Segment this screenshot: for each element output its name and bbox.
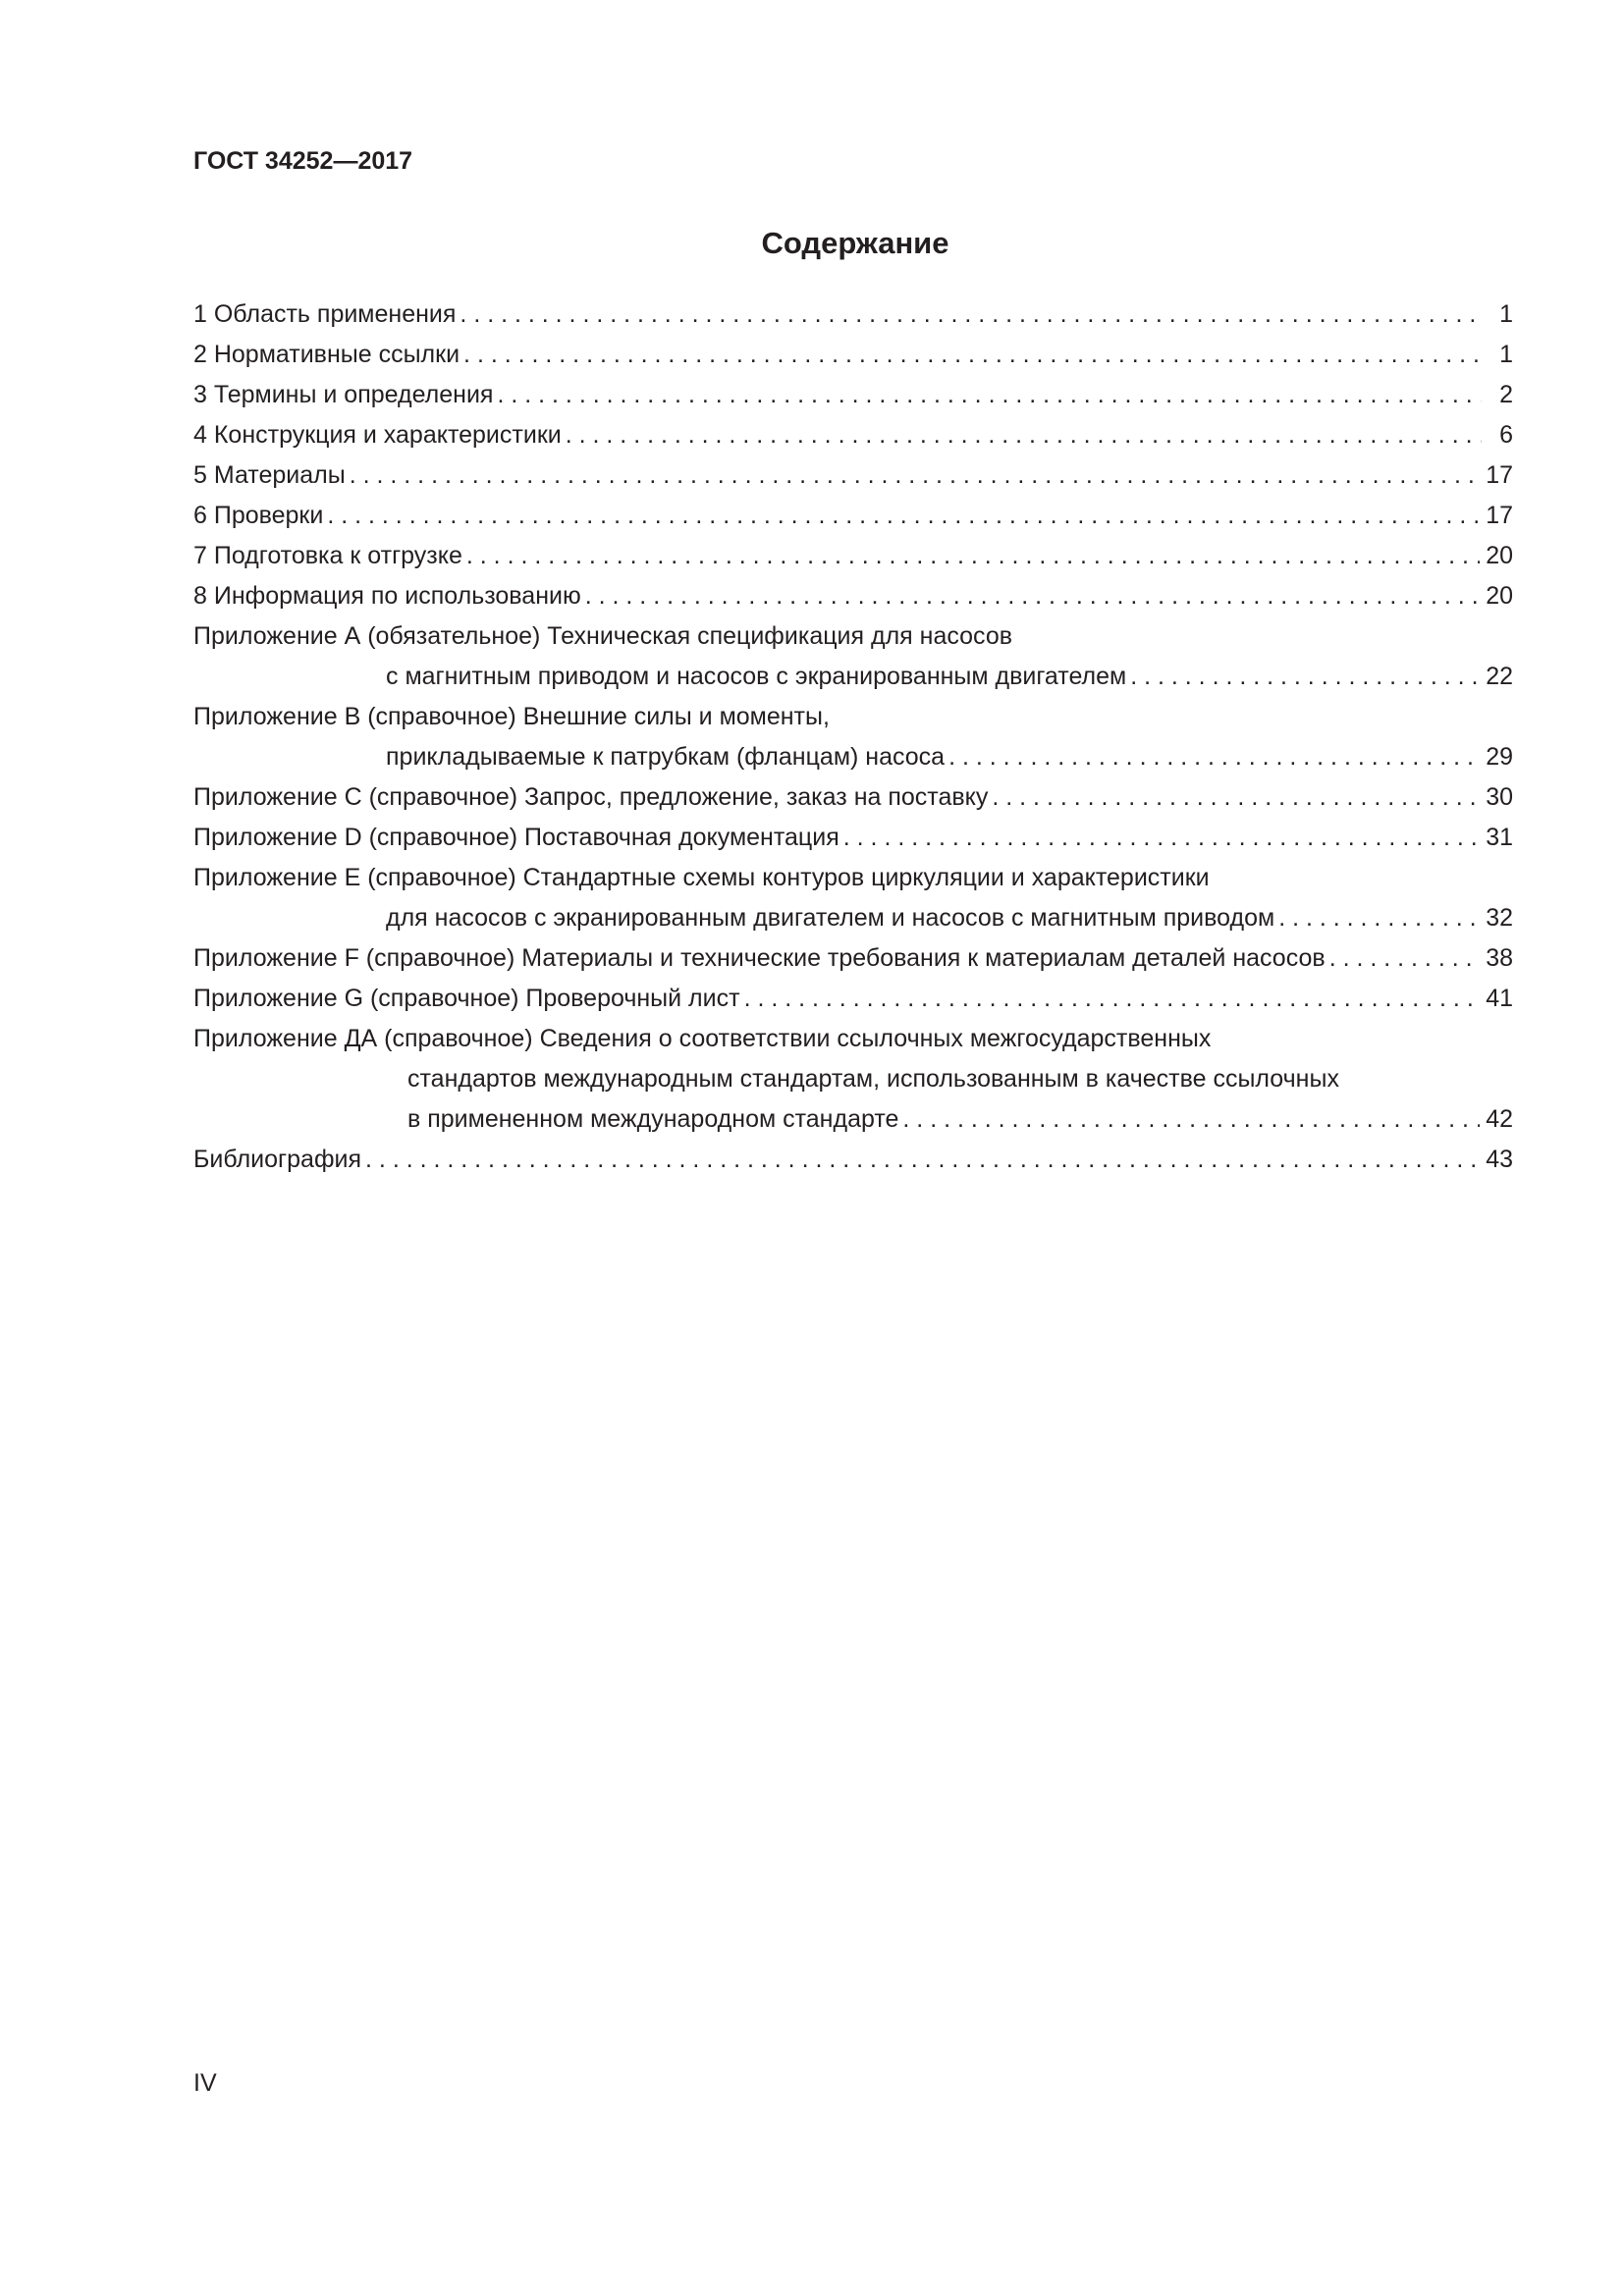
toc-entry-label-continued: прикладываемые к патрубкам (фланцам) насоса xyxy=(386,743,946,771)
dot-leader xyxy=(365,1140,1480,1180)
toc-title-text: Содержание xyxy=(761,226,949,260)
toc-entry-shipment[interactable] xyxy=(193,536,1513,576)
toc-entry-label: 1 Область применения xyxy=(193,300,457,328)
toc-entry-label-continued: стандартов международным стандартам, использованным в качестве ссылочных xyxy=(407,1065,1339,1093)
dot-leader xyxy=(948,737,1480,777)
toc-entry-label: Библиография xyxy=(193,1146,362,1173)
toc-entry-label: Приложение С (справочное) Запрос, предложение, заказ на поставку xyxy=(193,783,989,811)
page-number: IV xyxy=(193,2069,217,2097)
toc-entry-label-continued: для насосов с экранированным двигателем и насосов с магнитным приводом xyxy=(386,904,1275,932)
dot-leader xyxy=(463,335,1482,375)
dot-leader xyxy=(1130,657,1480,697)
toc-entry-label: 2 Нормативные ссылки xyxy=(193,341,460,368)
toc-entry-page: 30 xyxy=(1486,783,1513,811)
toc-entry-annex-c[interactable] xyxy=(193,777,1513,818)
toc-entry-normative-references[interactable] xyxy=(193,335,1513,375)
toc-entry-page: 22 xyxy=(1486,663,1513,690)
toc-entry-inspections[interactable] xyxy=(193,496,1513,536)
dot-leader xyxy=(566,415,1482,455)
toc-entry-label: Приложение F (справочное) Материалы и технические требования к материалам деталей насосов xyxy=(193,944,1326,972)
toc-entry-annex-b[interactable] xyxy=(193,697,1513,777)
dot-leader xyxy=(1278,898,1480,938)
dot-leader xyxy=(350,455,1480,496)
toc-entry-label: 4 Конструкция и характеристики xyxy=(193,421,562,449)
toc-entry-page: 43 xyxy=(1486,1146,1513,1173)
dot-leader xyxy=(992,777,1480,818)
toc-entry-usage-info[interactable] xyxy=(193,576,1513,616)
toc-entry-page: 20 xyxy=(1486,542,1513,569)
toc-entry-page: 6 xyxy=(1499,421,1513,449)
toc-entry-page: 42 xyxy=(1486,1105,1513,1133)
dot-leader xyxy=(843,818,1480,858)
dot-leader xyxy=(902,1099,1480,1140)
dot-leader xyxy=(744,979,1481,1019)
toc-entry-page: 20 xyxy=(1486,582,1513,610)
toc-entry-scope[interactable] xyxy=(193,294,1513,335)
table-of-contents xyxy=(193,294,1513,1180)
dot-leader xyxy=(327,496,1480,536)
toc-entry-label: Приложение В (справочное) Внешние силы и моменты, xyxy=(193,703,830,730)
toc-entry-page: 32 xyxy=(1486,904,1513,932)
toc-entry-label: Приложение D (справочное) Поставочная документация xyxy=(193,824,839,851)
toc-entry-page: 29 xyxy=(1486,743,1513,771)
toc-entry-page: 38 xyxy=(1486,944,1513,972)
toc-entry-annex-da[interactable] xyxy=(193,1019,1513,1140)
toc-entry-label: Приложение ДА (справочное) Сведения о соответствии ссылочных межгосударственных xyxy=(193,1025,1212,1052)
toc-entry-page: 2 xyxy=(1499,381,1513,408)
toc-entry-label: Приложение А (обязательное) Техническая спецификация для насосов xyxy=(193,622,1013,650)
toc-entry-label: 6 Проверки xyxy=(193,502,324,529)
dot-leader xyxy=(1329,938,1481,979)
toc-entry-label: Приложение Е (справочное) Стандартные схемы контуров циркуляции и характеристики xyxy=(193,864,1210,891)
toc-entry-label: 5 Материалы xyxy=(193,461,346,489)
toc-entry-page: 31 xyxy=(1486,824,1513,851)
toc-entry-design[interactable] xyxy=(193,415,1513,455)
dot-leader xyxy=(466,536,1480,576)
toc-entry-annex-g[interactable] xyxy=(193,979,1513,1019)
toc-entry-label: 8 Информация по использованию xyxy=(193,582,581,610)
toc-entry-annex-e[interactable] xyxy=(193,858,1513,938)
toc-entry-annex-d[interactable] xyxy=(193,818,1513,858)
dot-leader xyxy=(460,294,1482,335)
toc-entry-terms[interactable] xyxy=(193,375,1513,415)
dot-leader xyxy=(497,375,1482,415)
toc-entry-bibliography[interactable] xyxy=(193,1140,1513,1180)
toc-entry-page: 1 xyxy=(1499,300,1513,328)
toc-entry-page: 1 xyxy=(1499,341,1513,368)
toc-entry-page: 17 xyxy=(1486,502,1513,529)
toc-entry-page: 17 xyxy=(1486,461,1513,489)
toc-entry-label: 7 Подготовка к отгрузке xyxy=(193,542,462,569)
toc-entry-label-continued: в примененном международном стандарте xyxy=(407,1105,899,1133)
toc-entry-page: 41 xyxy=(1486,985,1513,1012)
dot-leader xyxy=(585,576,1480,616)
toc-entry-label: 3 Термины и определения xyxy=(193,381,494,408)
page-title xyxy=(0,226,1624,261)
standard-code: ГОСТ 34252—2017 xyxy=(193,147,413,175)
toc-entry-annex-f[interactable] xyxy=(193,938,1513,979)
toc-entry-annex-a[interactable] xyxy=(193,616,1513,697)
toc-entry-materials[interactable] xyxy=(193,455,1513,496)
toc-entry-label-continued: с магнитным приводом и насосов с экранированным двигателем xyxy=(386,663,1127,690)
toc-entry-label: Приложение G (справочное) Проверочный лист xyxy=(193,985,740,1012)
